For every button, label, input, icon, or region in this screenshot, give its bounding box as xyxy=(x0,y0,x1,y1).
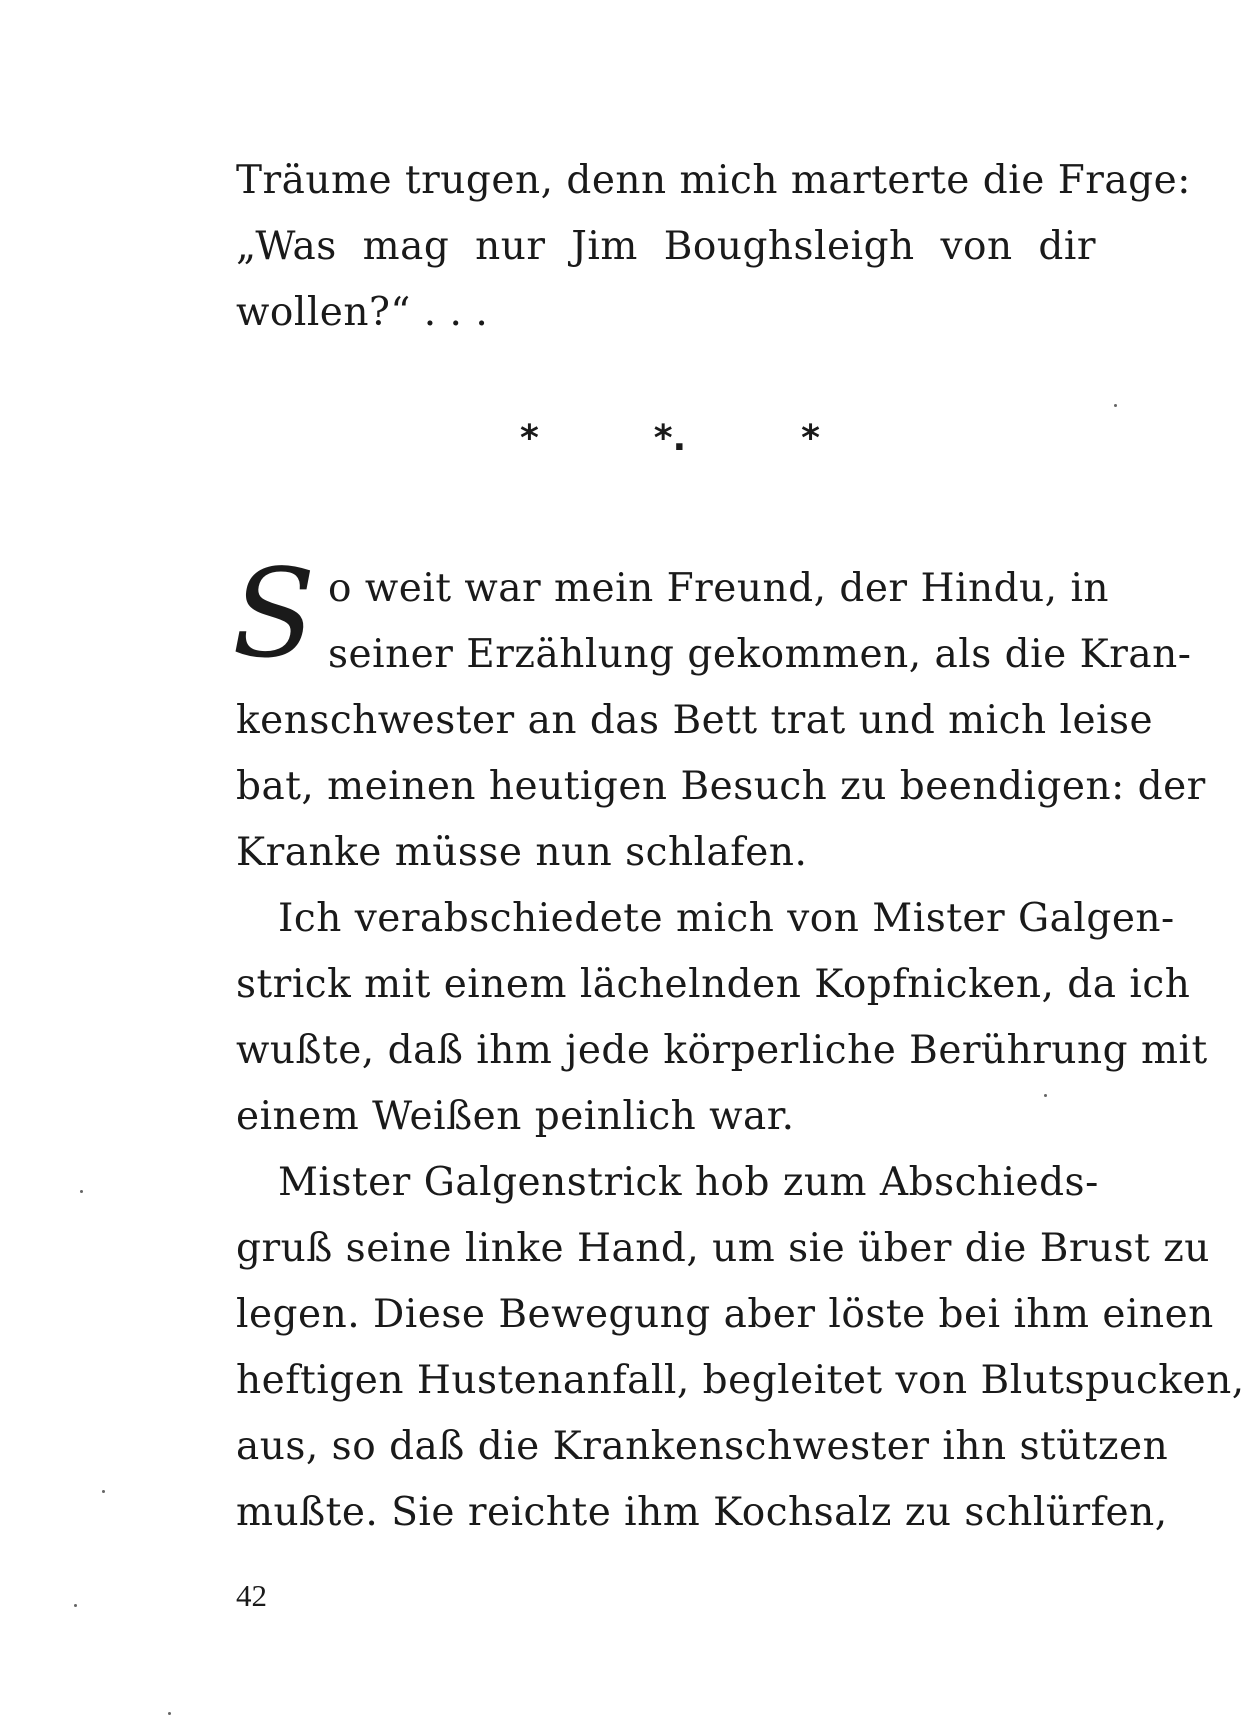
text-line: wollen?“ . . . xyxy=(236,290,489,335)
text-line: Mister Galgenstrick hob zum Abschieds- xyxy=(278,1160,1099,1205)
paragraph-2 xyxy=(236,886,1208,1150)
text-line: einem Weißen peinlich war. xyxy=(236,1094,795,1139)
opening-text xyxy=(236,148,1191,346)
asterisk: *. xyxy=(653,418,687,459)
text-line: seiner Erzählung gekommen, als die Kran- xyxy=(328,632,1192,677)
print-speck xyxy=(102,1490,105,1493)
text-line: legen. Diese Bewegung aber löste bei ihm einen xyxy=(236,1292,1214,1337)
print-speck xyxy=(74,1604,77,1607)
text-line: aus, so daß die Krankenschwester ihn stützen xyxy=(236,1424,1169,1469)
print-speck xyxy=(1044,1094,1047,1097)
text-line: „Was mag nur Jim Boughsleigh von dir xyxy=(236,224,1096,269)
text-line: kenschwester an das Bett trat und mich leise xyxy=(236,698,1154,743)
print-speck xyxy=(168,1712,171,1715)
section-separator xyxy=(520,418,820,459)
text-line: Kranke müsse nun schlafen. xyxy=(236,830,808,875)
page-number: 42 xyxy=(236,1578,267,1613)
text-line: gruß seine linke Hand, um sie über die Brust zu xyxy=(236,1226,1210,1271)
paragraph-3 xyxy=(236,1150,1245,1546)
print-speck xyxy=(1114,404,1117,407)
paragraph-1 xyxy=(232,543,1206,886)
text-line: o weit war mein Freund, der Hindu, in xyxy=(328,566,1110,611)
print-speck xyxy=(80,1190,83,1193)
drop-cap: S xyxy=(232,543,317,685)
text-line: bat, meinen heutigen Besuch zu beendigen: der xyxy=(236,764,1206,809)
asterisk: * xyxy=(801,418,820,459)
text-line: wußte, daß ihm jede körperliche Berührung mit xyxy=(236,1028,1208,1073)
asterisk: * xyxy=(520,418,539,459)
text-line: strick mit einem lächelnden Kopfnicken, da ich xyxy=(236,962,1191,1007)
body-text xyxy=(232,543,1245,1546)
text-line: mußte. Sie reichte ihm Kochsalz zu schlürfen, xyxy=(236,1490,1168,1535)
text-line: Ich verabschiedete mich von Mister Galgen- xyxy=(278,896,1175,941)
text-line: heftigen Hustenanfall, begleitet von Blutspucken, xyxy=(236,1358,1245,1403)
text-line: Träume trugen, denn mich marterte die Frage: xyxy=(236,158,1191,203)
